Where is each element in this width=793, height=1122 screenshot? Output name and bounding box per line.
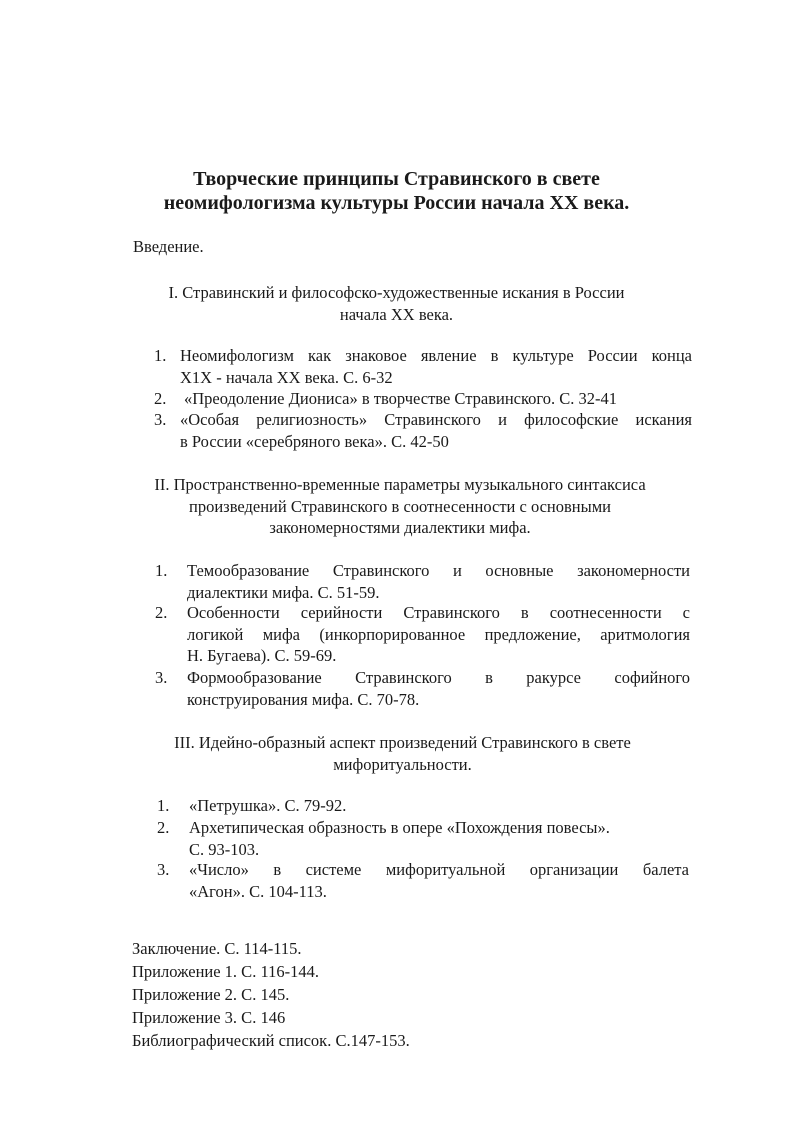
section-1-heading-line-2: начала XX века. (339, 304, 454, 324)
section-1-heading (0, 282, 793, 325)
conclusion-entry: Заключение. С. 114-115. (132, 939, 302, 958)
section-3-heading-line-2: мифоритуальности. (333, 754, 472, 774)
intro-heading: Введение. (133, 237, 204, 256)
section-1-item-3 (154, 409, 694, 453)
item-number: 1. (157, 796, 170, 815)
item-text-line: «Число» в системе мифоритуальной организации балета (189, 860, 689, 879)
section-3-item-3 (157, 859, 697, 903)
section-3-heading (0, 732, 793, 775)
document-title (0, 167, 793, 215)
title-line-2: неомифологизма культуры России начала XX века. (163, 192, 630, 214)
bibliography-entry: Библиографический список. С.147-153. (132, 1031, 410, 1050)
item-text-line: в России «серебряного века». С. 42-50 (180, 431, 449, 451)
section-2-heading-line-2: произведений Стравинского в соотнесенности с основными (189, 496, 611, 516)
item-text-line: Формообразование Стравинского в ракурсе софийного (187, 668, 690, 687)
back-matter-list (132, 937, 410, 1052)
section-1-item-1 (154, 345, 694, 389)
item-number: 1. (155, 561, 168, 580)
item-text-line: логикой мифа (инкорпорированное предложение, аритмология (187, 624, 690, 644)
item-text-line: С. 93-103. (189, 839, 260, 859)
section-2-item-1 (155, 560, 695, 604)
section-2-item-3 (155, 667, 695, 711)
item-text-line: конструирования мифа. С. 70-78. (187, 689, 420, 709)
title-line-1: Творческие принципы Стравинского в свете (193, 168, 600, 190)
item-number: 2. (157, 818, 170, 837)
item-text-line: «Агон». С. 104-113. (189, 881, 327, 901)
appendix-2-entry: Приложение 2. С. 145. (132, 985, 290, 1004)
section-3-item-1 (157, 795, 697, 817)
section-3-heading-line-1: III. Идейно-образный аспект произведений Стравинского в свете (174, 733, 631, 752)
section-2-item-2 (155, 602, 695, 668)
section-1-item-2 (154, 388, 694, 410)
item-text-line: «Преодоление Диониса» в творчестве Стравинского. С. 32-41 (184, 389, 618, 408)
item-number: 3. (155, 668, 168, 687)
item-text-line: X1X - начала XX века. С. 6-32 (180, 367, 393, 387)
section-1-heading-line-1: I. Стравинский и философско-художественные искания в России (168, 283, 625, 302)
item-text-line: Темообразование Стравинского и основные закономерности (187, 561, 690, 580)
section-2-heading-line-1: II. Пространственно-временные параметры музыкального синтаксиса (154, 475, 646, 494)
item-text-line: Н. Бугаева). С. 59-69. (187, 646, 337, 665)
appendix-1-entry: Приложение 1. С. 116-144. (132, 962, 319, 981)
item-text-line: Неомифологизм как знаковое явление в культуре России конца (180, 346, 692, 365)
item-number: 1. (154, 346, 167, 365)
section-3-item-2 (157, 817, 697, 861)
item-number: 2. (154, 389, 167, 408)
item-text-line: Особенности серийности Стравинского в соотнесенности с (187, 603, 690, 622)
section-2-heading-line-3: закономерностями диалектики мифа. (269, 518, 531, 537)
appendix-3-entry: Приложение 3. С. 146 (132, 1008, 286, 1027)
item-number: 3. (157, 860, 170, 879)
item-text-line: диалектики мифа. С. 51-59. (187, 582, 380, 602)
item-number: 3. (154, 410, 167, 429)
section-2-heading (0, 474, 793, 539)
item-text-line: «Особая религиозность» Стравинского и философские искания (180, 410, 692, 429)
item-text-line: «Петрушка». С. 79-92. (189, 796, 347, 815)
item-number: 2. (155, 603, 168, 622)
item-text-line: Архетипическая образность в опере «Похождения повесы». (189, 818, 610, 837)
